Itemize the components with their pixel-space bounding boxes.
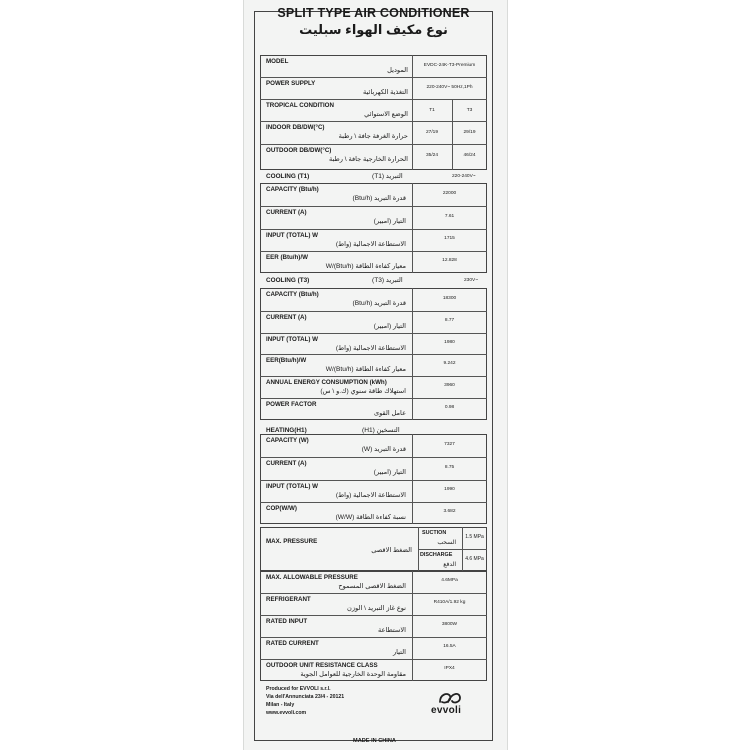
row-label-en: CAPACITY (Btu/h) — [266, 291, 319, 298]
row-value: 8.75 — [444, 464, 455, 470]
rating-label-en: OUTDOOR UNIT RESISTANCE CLASS — [266, 662, 378, 669]
discharge-label-ar: الدفع — [443, 562, 456, 568]
rating-label-ar: التيار — [392, 649, 406, 656]
header-label-en: TROPICAL CONDITION — [266, 102, 334, 109]
header-label-en: MODEL — [266, 58, 289, 65]
suction-label-en: SUCTION — [422, 530, 447, 536]
header-value-t3: 29/19 — [463, 130, 476, 135]
row-label-ar: قدرة التبريد (Btu/h) — [352, 195, 406, 202]
row-label-en: EER (Btu/h)/W — [266, 254, 308, 261]
suction-label-ar: السحب — [437, 540, 456, 546]
row-label-ar: التيار (امبير) — [373, 323, 406, 330]
row-label-ar: قدرة التبريد (Btu/h) — [352, 300, 406, 307]
cooling_t3-voltage: 230V~ — [464, 278, 479, 283]
row-label-en: CURRENT (A) — [266, 314, 307, 321]
suction-value: 1.5 MPa — [465, 534, 484, 540]
row-label-ar: التيار (امبير) — [373, 469, 406, 476]
row-value: 9.242 — [443, 361, 456, 366]
cooling_t3-title-en: COOLING (T3) — [266, 277, 310, 284]
header-value-t1: 27/19 — [425, 130, 438, 135]
header-label-en: POWER SUPPLY — [266, 80, 316, 87]
row-label-ar: معيار كفاءة الطاقة (Btu/h)/W — [325, 263, 406, 270]
brand-wordmark: evvoli — [431, 705, 462, 716]
row-label-ar: معيار كفاءة الطاقة (Btu/h)/W — [325, 366, 406, 373]
row-value: 22000 — [442, 190, 457, 196]
row-label-en: COP(W/W) — [266, 505, 297, 512]
row-label-en: CURRENT (A) — [266, 209, 307, 216]
row-value: 3.682 — [443, 509, 456, 514]
rating-value: 4.6MPa — [441, 578, 458, 583]
rating-label-ar: مقاومة الوحدة الخارجية للعوامل الجوية — [300, 671, 406, 678]
header-label-ar: حرارة الغرفة جافة \ رطبة — [338, 133, 408, 140]
header-value: 220-240V~ 50Hz,1Ph — [426, 85, 473, 90]
row-value: 8.77 — [444, 318, 455, 323]
rating-label-ar: الاستطاعة — [378, 627, 406, 634]
rating-label-ar: الضغط الاقصى المسموح — [338, 583, 406, 590]
row-label-en: CAPACITY (Btu/h) — [266, 186, 319, 193]
header-label-ar: التغذية الكهربائية — [362, 89, 408, 96]
row-label-en: INPUT (TOTAL) W — [266, 483, 319, 490]
row-label-en: EER(Btu/h)/W — [266, 357, 307, 364]
row-value: 7.61 — [444, 213, 455, 219]
city-line: Milan - Italy — [266, 702, 295, 708]
cooling_t1-title-en: COOLING (T1) — [266, 173, 310, 180]
row-label-ar: نسبة كفاءة الطاقة (W/W) — [335, 514, 406, 521]
header-label-ar: الحرارة الخارجية جافة \ رطبة — [329, 156, 408, 163]
row-label-ar: قدرة التبريد (W) — [361, 446, 406, 453]
pressure-label-en: MAX. PRESSURE — [266, 538, 318, 545]
row-label-ar: الاستطاعة الاجمالية (واط) — [335, 241, 406, 248]
header-value-t3: 46/24 — [463, 153, 476, 158]
row-label-en: INPUT (TOTAL) W — [266, 336, 319, 343]
rating-label-en: RATED CURRENT — [266, 640, 319, 647]
rating-value: IPX4 — [444, 666, 455, 671]
title-en: SPLIT TYPE AIR CONDITIONER — [277, 6, 470, 20]
rating-label-en: REFRIGERANT — [266, 596, 311, 603]
row-label-ar: استهلاك طاقة سنوي (ك.و \ س) — [320, 388, 406, 395]
address-line: Via dell'Annunciata 23/4 - 20121 — [266, 694, 345, 700]
row-label-en: ANNUAL ENERGY CONSUMPTION (kWh) — [266, 379, 387, 386]
row-value: 18300 — [442, 295, 457, 301]
rating-value: 16.5A — [443, 644, 456, 649]
heating-title-en: HEATING(H1) — [266, 427, 307, 434]
rating-value: 3800W — [441, 622, 458, 627]
row-label-en: CAPACITY (W) — [266, 437, 309, 444]
header-label-ar: الموديل — [387, 67, 408, 74]
row-label-ar: الاستطاعة الاجمالية (واط) — [335, 345, 406, 352]
rating-label-en: MAX. ALLOWABLE PRESSURE — [266, 574, 358, 581]
rating-label-en: RATED INPUT — [266, 618, 308, 625]
pressure-label-ar: الضغط الاقصى — [371, 547, 412, 554]
header-label-en: INDOOR DB/DW(°C) — [266, 124, 325, 131]
row-value: 3960 — [444, 383, 455, 388]
row-value: 1980 — [444, 339, 455, 345]
header-label-en: OUTDOOR DB/DW(°C) — [266, 147, 332, 154]
row-value: 0.98 — [444, 405, 455, 410]
discharge-value: 4.6 MPa — [465, 556, 484, 562]
row-label-en: CURRENT (A) — [266, 460, 307, 467]
rating-label-ar: نوع غاز التبريد \ الوزن — [346, 605, 406, 612]
row-label-ar: الاستطاعة الاجمالية (واط) — [335, 492, 406, 499]
row-value: 1715 — [444, 236, 455, 241]
producer-line: Produced for EVVOLI s.r.l. — [266, 686, 331, 692]
header-label-ar: الوضع الاستوائي — [364, 111, 408, 118]
row-value: 12.828 — [442, 258, 457, 263]
website-line: www.evvoli.com — [266, 710, 307, 716]
title-ar: نوع مكيف الهواء سبليت — [299, 22, 448, 37]
header-value-t1: 35/24 — [425, 153, 438, 158]
discharge-label-en: DISCHARGE — [420, 552, 453, 558]
made-in: MADE IN CHINA — [353, 738, 396, 744]
cooling_t1-title-ar: التبريد (T1) — [372, 173, 403, 180]
cooling_t3-title-ar: التبريد (T3) — [372, 277, 403, 284]
header-value: EVDC-24K-T3-Premium — [423, 63, 476, 68]
row-value: 1990 — [444, 487, 455, 492]
row-label-ar: عامل القوى — [373, 410, 406, 417]
header-value-t3: T3 — [466, 108, 473, 113]
rating-value: R410A/1.92 kg — [433, 600, 466, 605]
heating-title-ar: التسخين (H1) — [362, 427, 400, 434]
header-value-t1: T1 — [429, 108, 435, 113]
row-label-en: INPUT (TOTAL) W — [266, 232, 319, 239]
row-value: 7327 — [444, 441, 455, 447]
cooling_t1-voltage: 220-240V~ — [452, 174, 476, 179]
row-label-en: POWER FACTOR — [266, 401, 317, 408]
evvoli-logo-icon — [426, 686, 474, 722]
row-label-ar: التيار (امبير) — [373, 218, 406, 225]
